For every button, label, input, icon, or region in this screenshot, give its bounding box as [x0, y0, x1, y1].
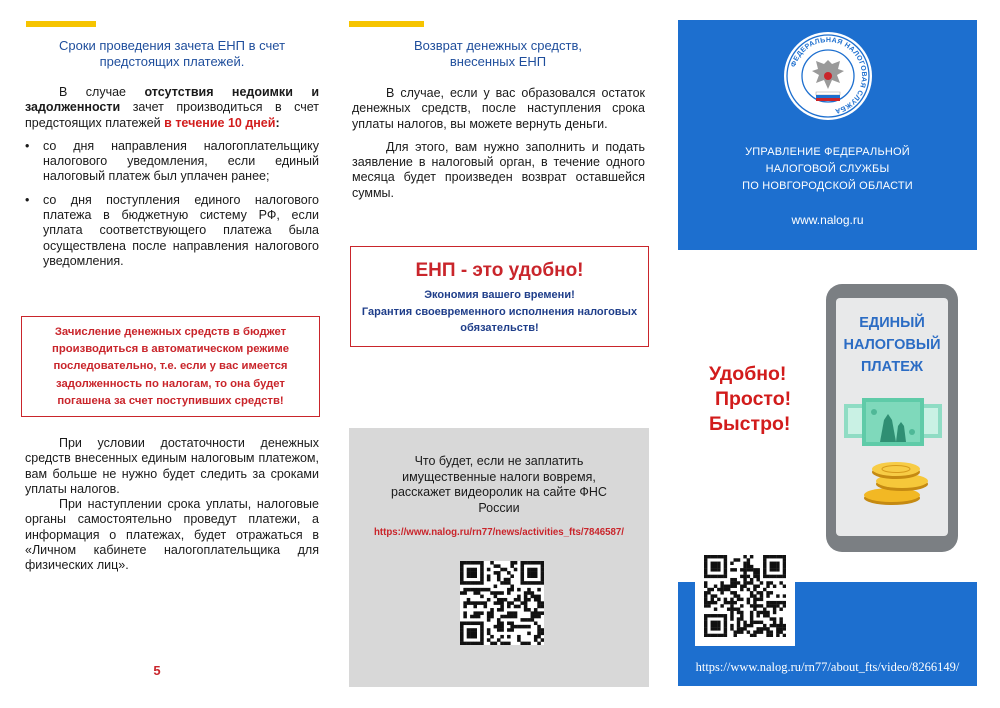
- slogan-1: Удобно!: [709, 363, 787, 385]
- panel2-paragraph-2: Для этого, вам нужно заполнить и подать заявление в налоговый орган, в течение одного месяца будет произведен возврат оставшейся суммы.: [352, 139, 645, 200]
- phone-title-line-1: ЕДИНЫЙ: [859, 315, 925, 331]
- phone-screen: [836, 298, 948, 536]
- panel1-text-lower: [25, 436, 319, 574]
- coins-icon: [856, 460, 936, 508]
- org-name-line-2: НАЛОГОВОЙ СЛУЖБЫ: [765, 163, 890, 175]
- qr-code-video-2: [695, 546, 795, 646]
- panel1-text: [25, 85, 319, 269]
- phone-screen-title: [836, 312, 948, 378]
- enp-box-line-1: Экономия вашего времени!: [424, 289, 575, 301]
- banknotes-icon: [844, 398, 942, 452]
- list-item: • со дня поступления единого налогового платежа в бюджетную систему РФ, если уплата соответствующего платежа была осуществлена после направления налогового уведомления.: [25, 193, 319, 269]
- slogan-3: Быстро!: [709, 413, 791, 435]
- phone-illustration: [826, 284, 958, 552]
- org-header: [678, 20, 977, 250]
- panel1-bullet-list: [25, 139, 319, 269]
- panel1-paragraph-1: В случае отсутствия недоимки и задолженности зачет производиться в счет предстоящих платежей в течение 10 дней:: [25, 85, 320, 130]
- panel2-paragraph-1: В случае, если у вас образовался остаток денежных средств, после наступления срока уплаты налогов, вы можете вернуть деньги.: [352, 86, 645, 131]
- panel1-paragraph-2: При условии достаточности денежных средств внесенных единым налоговым платежом, вам больше не нужно будет следить за сроками уплаты налогов.: [25, 436, 319, 496]
- panel1-title: Сроки проведения зачета ЕНП в счет предстоящих платежей.: [58, 38, 286, 69]
- qr-code-video-1: [460, 561, 544, 645]
- site-link[interactable]: www.nalog.ru: [791, 213, 864, 227]
- emblem-ring-text: ФЕДЕРАЛЬНАЯ НАЛОГОВАЯ СЛУЖБА: [790, 36, 868, 115]
- phone-title-line-2: НАЛОГОВЫЙ: [843, 337, 941, 353]
- accent-bar-1: [26, 21, 96, 27]
- video-info-panel: [349, 428, 649, 687]
- org-name: [678, 144, 977, 195]
- org-name-line-1: УПРАВЛЕНИЕ ФЕДЕРАЛЬНОЙ: [745, 146, 910, 158]
- notice-box: [21, 316, 320, 417]
- list-item: • со дня направления налогоплательщику налогового уведомления, если единый налоговый платеж был уплачен ранее;: [25, 139, 319, 185]
- enp-box-line-2: Гарантия своевременного исполнения налоговых обязательств!: [361, 306, 638, 334]
- page-number: 5: [153, 663, 161, 678]
- fns-emblem: [782, 30, 874, 122]
- video-link[interactable]: https://www.nalog.ru/rn77/news/activities_fts/7846587/: [374, 527, 624, 538]
- phone-title-line-3: ПЛАТЕЖ: [861, 359, 923, 375]
- panel2-text: [352, 86, 645, 201]
- enp-box: [350, 246, 649, 347]
- org-name-line-3: ПО НОВГОРОДСКОЙ ОБЛАСТИ: [742, 180, 913, 192]
- video-link-2[interactable]: https://www.nalog.ru/rn77/about_fts/video/8266149/: [695, 660, 960, 674]
- panel1-paragraph-3: При наступлении срока уплаты, налоговые органы самостоятельно проведут платежи, а информация о платежах, будет отражаться в «Личном кабинете налогоплательщика для физических лиц».: [25, 497, 319, 573]
- accent-bar-2: [349, 21, 424, 27]
- notice-text: Зачисление денежных средств в бюджет производиться в автоматическом режиме последовательно, т.е. если у вас имеется задолженность по налогам, то она будет погашена за счет поступивших средств!: [52, 326, 289, 407]
- slogan-2: Просто!: [715, 388, 792, 410]
- video-info-text: Что будет, если не заплатить имущественные налоги вовремя, расскажет видеоролик на сайте ФНС России: [391, 454, 607, 515]
- slogans: [700, 362, 810, 437]
- panel2-title: Возврат денежных средств, внесенных ЕНП: [413, 38, 582, 69]
- enp-box-title: ЕНП - это удобно!: [415, 260, 584, 281]
